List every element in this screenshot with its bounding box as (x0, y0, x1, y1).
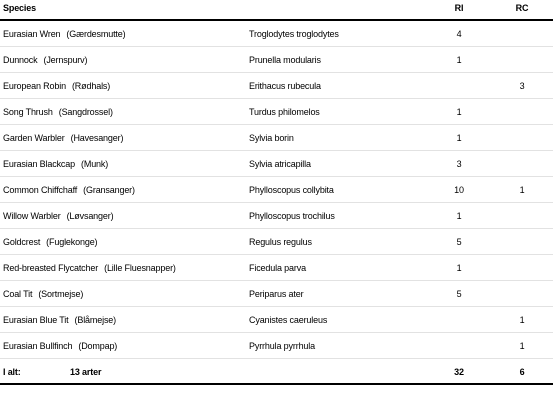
latin-name: Erithacus rubecula (249, 81, 321, 91)
latin-name: Phylloscopus trochilus (249, 211, 335, 221)
total-label: I alt: (3, 367, 21, 377)
latin-name: Turdus philomelos (249, 107, 320, 117)
latin-name: Sylvia borin (249, 133, 294, 143)
header-species: Species (3, 3, 36, 13)
latin-name: Pyrrhula pyrrhula (249, 341, 315, 351)
total-rc: 6 (519, 367, 525, 377)
table-row (0, 255, 553, 281)
table-row (0, 307, 553, 333)
species-name-cell (3, 21, 126, 47)
common-name: Willow Warbler (3, 211, 61, 221)
table-header (0, 0, 553, 21)
rc-count: 1 (519, 185, 525, 195)
common-name: Coal Tit (3, 289, 33, 299)
ri-count: 3 (456, 159, 462, 169)
latin-name: Phylloscopus collybita (249, 185, 334, 195)
species-name-cell (3, 255, 176, 281)
common-name: Goldcrest (3, 237, 41, 247)
header-rc: RC (515, 3, 529, 13)
local-name: (Jernspurv) (43, 55, 88, 65)
local-name: (Fuglekonge) (46, 237, 98, 247)
species-name-cell (3, 203, 113, 229)
ri-count: 1 (456, 107, 462, 117)
local-name: (Løvsanger) (66, 211, 114, 221)
local-name: (Sortmejse) (38, 289, 84, 299)
table-row (0, 73, 553, 99)
table-row (0, 177, 553, 203)
table-row (0, 333, 553, 359)
species-name-cell (3, 177, 135, 203)
total-ri: 32 (454, 367, 464, 377)
common-name: Garden Warbler (3, 133, 65, 143)
table-row (0, 99, 553, 125)
species-name-cell (3, 47, 87, 73)
species-name-cell (3, 151, 108, 177)
table-row (0, 229, 553, 255)
table-row (0, 125, 553, 151)
rc-count: 3 (519, 81, 525, 91)
table-body (0, 21, 553, 359)
local-name: (Gransanger) (83, 185, 135, 195)
total-species-count: 13 arter (70, 367, 102, 377)
latin-name: Prunella modularis (249, 55, 321, 65)
table-row (0, 47, 553, 73)
common-name: Red-breasted Flycatcher (3, 263, 99, 273)
ri-count: 4 (456, 29, 462, 39)
header-ri: RI (454, 3, 464, 13)
common-name: Eurasian Blackcap (3, 159, 75, 169)
species-name-cell (3, 307, 116, 333)
table-row (0, 281, 553, 307)
latin-name: Regulus regulus (249, 237, 312, 247)
ri-count: 1 (456, 55, 462, 65)
latin-name: Sylvia atricapilla (249, 159, 311, 169)
rc-count: 1 (519, 341, 525, 351)
table-row (0, 203, 553, 229)
species-name-cell (3, 73, 110, 99)
species-name-cell (3, 229, 97, 255)
latin-name: Ficedula parva (249, 263, 306, 273)
rc-count: 1 (519, 315, 525, 325)
species-name-cell (3, 281, 83, 307)
species-name-cell (3, 99, 113, 125)
local-name: (Lille Fluesnapper) (104, 263, 176, 273)
ri-count: 10 (454, 185, 464, 195)
ri-count: 1 (456, 211, 462, 221)
local-name: (Blåmejse) (74, 315, 117, 325)
common-name: Dunnock (3, 55, 38, 65)
latin-name: Cyanistes caeruleus (249, 315, 328, 325)
local-name: (Havesanger) (70, 133, 124, 143)
local-name: (Dompap) (78, 341, 118, 351)
latin-name: Troglodytes troglodytes (249, 29, 339, 39)
local-name: (Munk) (81, 159, 109, 169)
species-name-cell (3, 125, 123, 151)
common-name: Eurasian Blue Tit (3, 315, 69, 325)
common-name: Song Thrush (3, 107, 53, 117)
common-name: European Robin (3, 81, 66, 91)
table-row (0, 151, 553, 177)
ri-count: 5 (456, 237, 462, 247)
ri-count: 5 (456, 289, 462, 299)
common-name: Common Chiffchaff (3, 185, 78, 195)
ri-count: 1 (456, 133, 462, 143)
common-name: Eurasian Bullfinch (3, 341, 73, 351)
latin-name: Periparus ater (249, 289, 304, 299)
species-name-cell (3, 333, 117, 359)
table-row (0, 21, 553, 47)
common-name: Eurasian Wren (3, 29, 61, 39)
local-name: (Sangdrossel) (58, 107, 113, 117)
ri-count: 1 (456, 263, 462, 273)
local-name: (Rødhals) (71, 81, 111, 91)
local-name: (Gærdesmutte) (66, 29, 126, 39)
total-row (0, 359, 553, 385)
